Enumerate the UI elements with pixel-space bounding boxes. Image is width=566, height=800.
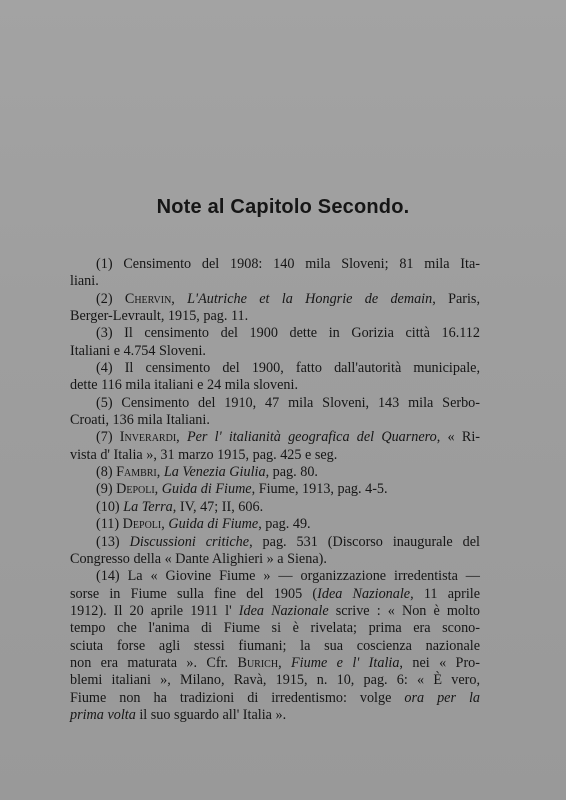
author-name: Fambri xyxy=(116,464,157,481)
notes-list xyxy=(70,256,480,724)
footnote-line xyxy=(70,308,480,325)
text: , « Ri- xyxy=(436,429,480,446)
text: (13) xyxy=(96,533,130,550)
italic-text: Idea Nazionale xyxy=(317,585,411,602)
footnote-line xyxy=(70,343,480,360)
footnote-line xyxy=(70,690,480,707)
text: (3) Il censimento del 1900 dette in Gorizia città 16.112 xyxy=(96,325,480,342)
footnote-line xyxy=(70,568,480,585)
italic-text: L'Autriche et la Hongrie de demain xyxy=(187,290,433,307)
text: (5) Censimento del 1910, 47 mila Sloveni, 143 mila Serbo- xyxy=(96,394,480,411)
footnote xyxy=(70,464,480,481)
text: il suo sguardo all' Italia ». xyxy=(135,706,287,723)
footnote-line xyxy=(70,412,480,429)
italic-text: ora per la xyxy=(404,689,480,706)
text: , 11 aprile xyxy=(410,585,480,602)
footnote-line xyxy=(70,273,480,290)
author-name: Depoli xyxy=(122,516,162,533)
text: , xyxy=(171,290,188,307)
text: Croati, 136 mila Italiani. xyxy=(70,412,210,429)
footnote-line xyxy=(70,551,480,568)
page-title: Note al Capitolo Secondo. xyxy=(156,196,410,218)
italic-text: prima volta xyxy=(70,706,136,723)
footnote-line xyxy=(70,360,480,377)
text: sorse in Fiume sulla fine del 1905 ( xyxy=(70,585,318,602)
text: , pag. 80. xyxy=(265,464,318,481)
footnote-line xyxy=(70,534,480,551)
footnote-line xyxy=(70,256,480,273)
italic-text: Idea Nazionale xyxy=(238,602,329,619)
text: (2) xyxy=(96,290,125,307)
footnote-line xyxy=(70,447,480,464)
text: , xyxy=(154,481,162,498)
footnote xyxy=(70,395,480,430)
footnote xyxy=(70,499,480,516)
footnote-line xyxy=(70,586,480,603)
text: , nei « Pro- xyxy=(399,654,480,671)
footnote-line xyxy=(70,707,480,724)
italic-text: Discussioni critiche xyxy=(129,533,250,550)
italic-text: Guida di Fiume xyxy=(168,516,259,533)
text: , IV, 47; II, 606. xyxy=(172,498,264,515)
text: tempo che l'anima di Fiume si è rivelata; prima era scono- xyxy=(70,620,480,637)
text: sciuta forse agli stessi fiumani; la sua coscienza nazionale xyxy=(70,637,480,654)
text: (7) xyxy=(96,429,120,446)
text: scrive : « Non è molto xyxy=(328,602,480,619)
text: , xyxy=(161,516,169,533)
italic-text: La Venezia Giulia xyxy=(163,464,266,481)
footnote-line xyxy=(70,377,480,394)
text: (9) xyxy=(96,481,117,498)
text: Italiani e 4.754 Sloveni. xyxy=(70,342,206,359)
text: , xyxy=(176,429,187,446)
text: , Paris, xyxy=(432,290,480,307)
footnote xyxy=(70,291,480,326)
footnote-line xyxy=(70,325,480,342)
italic-text: Guida di Fiume xyxy=(161,481,252,498)
text: (14) La « Giovine Fiume » — organizzazione irredentista — xyxy=(96,568,480,585)
text: (11) xyxy=(96,516,123,533)
text: (10) xyxy=(96,498,124,515)
text: blemi italiani », Milano, Ravà, 1915, n. 10, pag. 6: « È vero, xyxy=(70,672,480,689)
text: Berger-Levrault, 1915, pag. 11. xyxy=(70,308,249,325)
text: , xyxy=(156,464,164,481)
footnote xyxy=(70,534,480,569)
footnote xyxy=(70,516,480,533)
footnote-line xyxy=(70,516,480,533)
footnote xyxy=(70,360,480,395)
footnote-line xyxy=(70,672,480,689)
text: (4) Il censimento del 1900, fatto dall'autorità municipale, xyxy=(96,360,480,377)
author-name: Chervin xyxy=(124,290,172,307)
text: vista d' Italia », 31 marzo 1915, pag. 425 e seg. xyxy=(70,446,338,463)
author-name: Inverardi xyxy=(119,429,177,446)
footnote-line xyxy=(70,429,480,446)
text: (1) Censimento del 1908: 140 mila Sloveni; 81 mila Ita- xyxy=(96,256,480,272)
italic-text: Per l' italianità geografica del Quarnero xyxy=(186,429,437,446)
footnote-line xyxy=(70,655,480,672)
italic-text: La Terra xyxy=(123,498,173,515)
footnote-line xyxy=(70,291,480,308)
footnote-line xyxy=(70,638,480,655)
text: , pag. 49. xyxy=(258,516,311,533)
italic-text: Fiume e l' Italia xyxy=(291,654,400,671)
footnote-line xyxy=(70,464,480,481)
footnote xyxy=(70,256,480,291)
footnote-line xyxy=(70,395,480,412)
text: , pag. 531 (Discorso inaugurale del xyxy=(249,533,480,550)
text: Congresso della « Dante Alighieri » a Siena). xyxy=(70,550,327,567)
text: dette 116 mila italiani e 24 mila sloveni. xyxy=(70,377,298,394)
text: non era maturata ». Cfr. xyxy=(70,654,238,671)
footnote-line xyxy=(70,620,480,637)
text: liani. xyxy=(70,273,99,290)
footnote xyxy=(70,568,480,724)
footnote xyxy=(70,325,480,360)
author-name: Depoli xyxy=(116,481,155,498)
text: 1912). Il 20 aprile 1911 l' xyxy=(70,602,239,619)
footnote xyxy=(70,481,480,498)
footnote-line xyxy=(70,499,480,516)
footnote-line xyxy=(70,603,480,620)
text: , xyxy=(278,654,291,671)
text: (8) xyxy=(96,464,117,481)
text: , Fiume, 1913, pag. 4-5. xyxy=(251,481,388,498)
footnote-line xyxy=(70,481,480,498)
footnote xyxy=(70,429,480,464)
text: Fiume non ha tradizioni di irredentismo: volge xyxy=(70,689,405,706)
author-name: Burich xyxy=(237,654,279,671)
